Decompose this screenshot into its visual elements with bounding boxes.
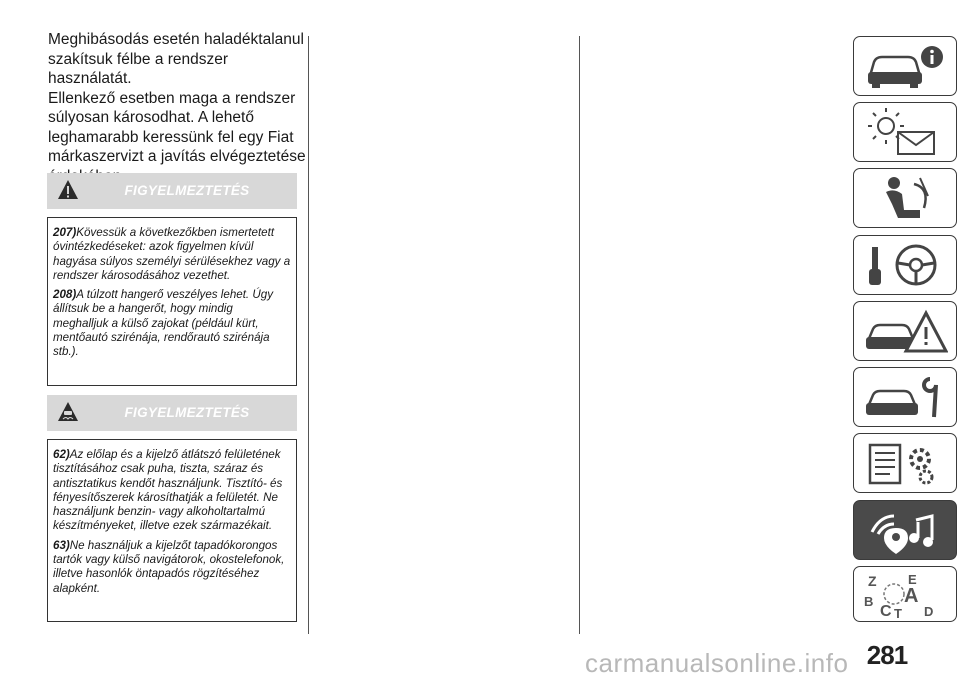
- index-letter: E: [908, 572, 917, 587]
- warning-box: [47, 217, 297, 386]
- tab-maintenance[interactable]: [853, 367, 957, 427]
- page-number: 281: [866, 640, 908, 670]
- index-letter: Z: [868, 573, 877, 589]
- intro-line: Meghibásodás esetén haladéktalanul: [48, 31, 304, 48]
- warning-header: [47, 395, 297, 431]
- warning-item-text: Ne használjuk a kijelzőt tapadókorongos tartók vagy külső navigátorok, okostelefonok, illetve hasonlók öntapadós rögzítéséhez alapként.: [53, 538, 285, 595]
- index-letter: B: [864, 594, 874, 609]
- index-letter: A: [904, 585, 919, 607]
- warning-item: [53, 288, 291, 359]
- lights-warning-icon: [864, 108, 948, 158]
- warning-title: FIGYELMEZTETÉS: [124, 405, 250, 420]
- index-letter: C: [880, 603, 892, 618]
- car-info-icon: [864, 42, 948, 92]
- tab-car-info[interactable]: [853, 36, 957, 96]
- car-maintenance-icon: [864, 373, 948, 423]
- warning-item: [53, 226, 291, 283]
- warning-item-text: A túlzott hangerő veszélyes lehet. Úgy állítsuk be a hangerőt, hogy mindig meghalljuk a külső zajokat (például kürt, mentőautó szirénája, rendőrautó szirénája stb.).: [53, 288, 273, 359]
- tab-technical-data[interactable]: [853, 433, 957, 493]
- tab-alphabetical-index[interactable]: [853, 566, 957, 622]
- tab-lights-warnings[interactable]: [853, 102, 957, 162]
- technical-data-icon: [864, 439, 948, 489]
- index-letter: D: [924, 604, 934, 618]
- warning-item-text: Kövessük a következőkben ismertetett óvintézkedéseket: azok figyelmen kívül hagyása súlyos személyi sérülésekhez vagy a rendszer károsodásához vezethet.: [53, 226, 291, 282]
- watermark: carmanualsonline.info: [585, 648, 849, 678]
- tab-emergency[interactable]: [853, 301, 957, 361]
- warning-title: FIGYELMEZTETÉS: [124, 183, 250, 198]
- warning-item-text: Az előlap és a kijelző átlátszó felületének tisztításához csak puha, tiszta, száraz és antisztatikus kendőt használjunk. Tisztító- és fényesítőszerek károsíthatják a felületét. Ne használjunk benzin- vagy alkoholtartalmú készítményeket, illetve ezek származékait.: [53, 448, 283, 533]
- tab-starting-driving[interactable]: [853, 235, 957, 295]
- alphabetical-index-icon: [864, 572, 948, 618]
- intro-line: súlyosan károsodhat. A lehető: [48, 109, 254, 126]
- warning-item-number: 208): [53, 288, 77, 302]
- tab-safety[interactable]: [853, 168, 957, 228]
- intro-paragraph: [48, 30, 310, 186]
- seat-airbag-icon: [864, 174, 948, 224]
- intro-line: leghamarabb keressünk fel egy Fiat: [48, 128, 294, 146]
- warning-item-number: 207): [53, 226, 77, 239]
- index-letter: T: [894, 606, 902, 618]
- warning-item: [53, 448, 291, 534]
- tab-multimedia[interactable]: [853, 500, 957, 560]
- warning-item-number: 63): [53, 538, 70, 552]
- intro-line: márkaszervizt a javítás elvégeztetése: [48, 148, 306, 165]
- emergency-triangle-icon: [864, 307, 948, 357]
- warning-item-number: 62): [53, 448, 70, 461]
- multimedia-icon: [864, 506, 948, 556]
- column-divider: [308, 36, 309, 634]
- warning-box: [47, 439, 297, 622]
- warning-header: [47, 173, 297, 209]
- column-divider: [579, 36, 580, 634]
- intro-line: Ellenkező esetben maga a rendszer: [48, 89, 296, 107]
- key-steering-wheel-icon: [864, 241, 948, 291]
- warning-item: [53, 539, 291, 596]
- intro-line: szakítsuk félbe a rendszer használatát.: [48, 50, 229, 87]
